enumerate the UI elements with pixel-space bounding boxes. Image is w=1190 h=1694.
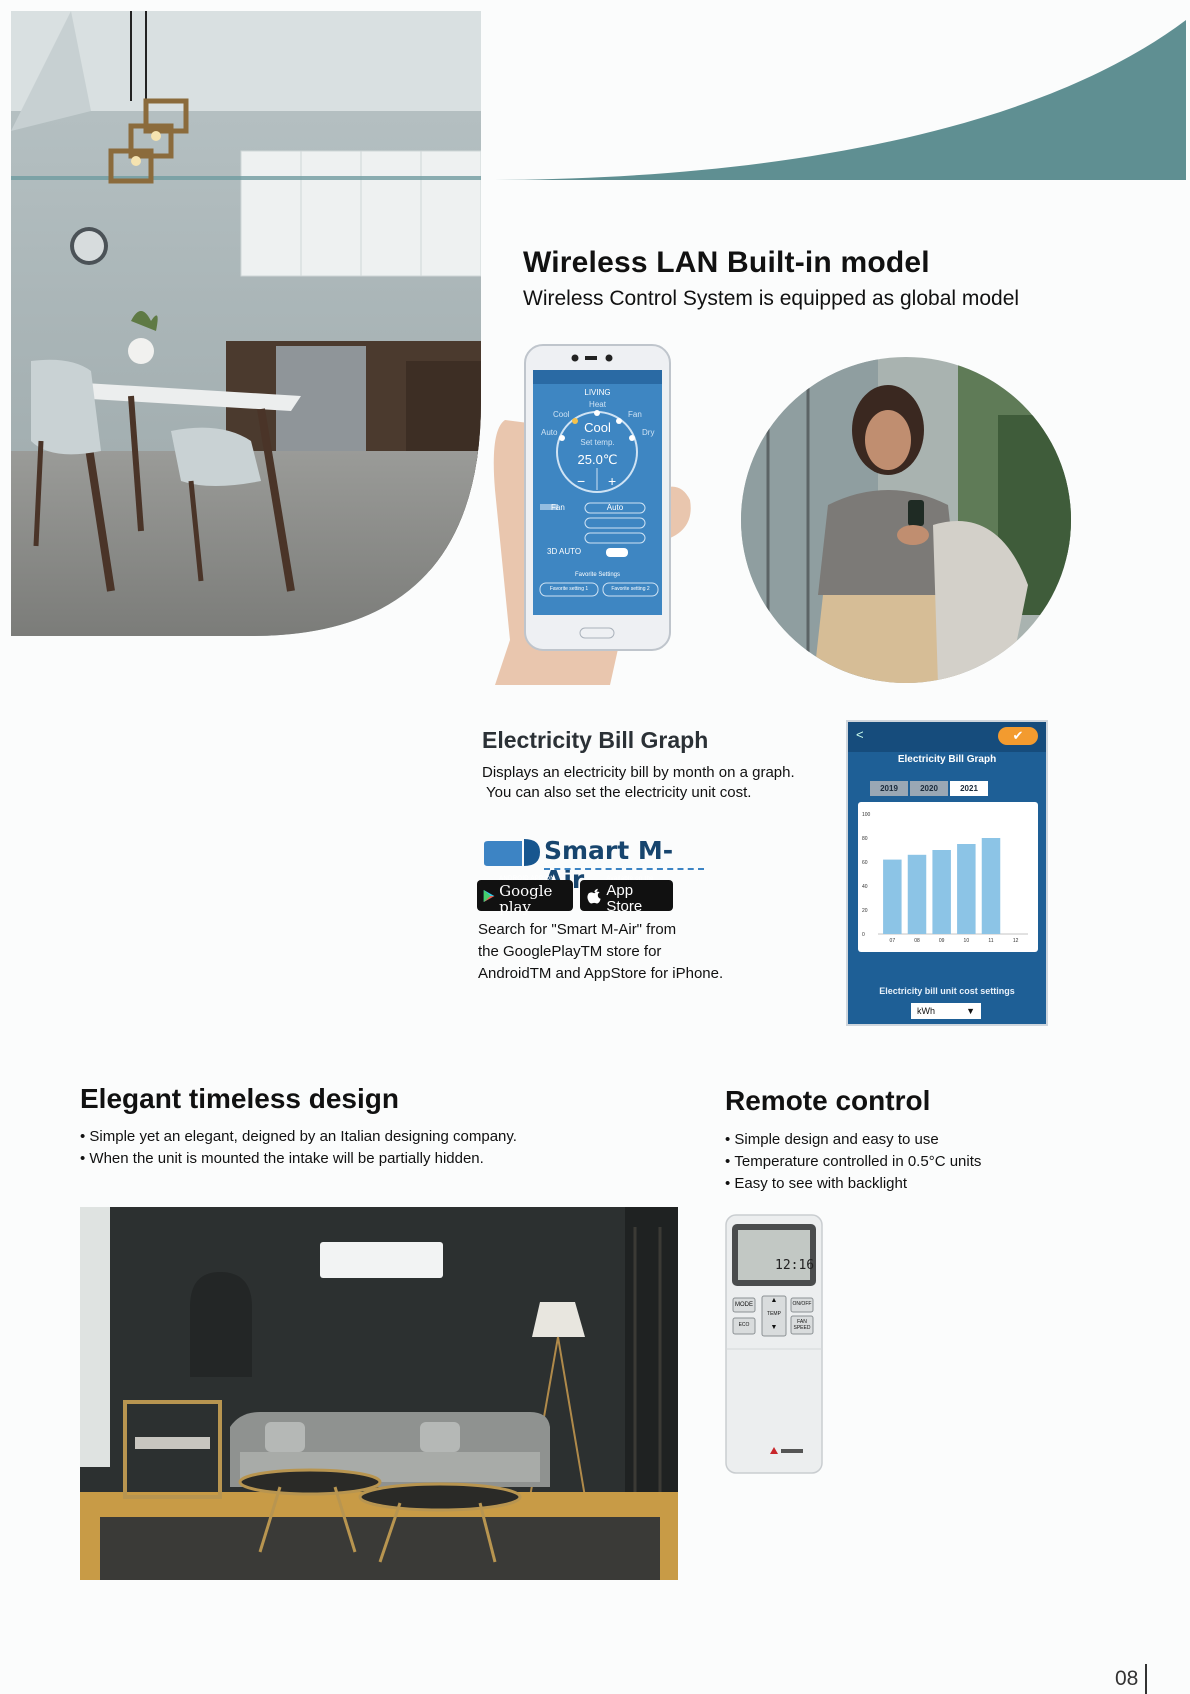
fan-speed-button[interactable]: FAN SPEED xyxy=(793,1319,811,1331)
search-instruction-2: the GooglePlayTM store for xyxy=(478,943,662,960)
bar-11 xyxy=(982,838,1001,934)
y-tick-label: 100 xyxy=(862,812,871,818)
bill-screen-title: Electricity Bill Graph xyxy=(897,754,997,765)
mode-heat[interactable]: Heat xyxy=(589,400,606,409)
design-bullets xyxy=(80,1126,517,1170)
bar-09 xyxy=(932,850,951,934)
dropdown-arrow-icon: ▼ xyxy=(966,1006,975,1016)
x-tick-label: 08 xyxy=(914,938,920,944)
auto-3d-label: 3D AUTO xyxy=(547,547,582,556)
mode-fan[interactable]: Fan xyxy=(628,410,642,419)
favorite-setting-1-button[interactable]: Favorite setting 1 xyxy=(549,586,589,592)
page-subtitle: Wireless Control System is equipped as global model xyxy=(523,287,1020,310)
bill-bar-chart xyxy=(858,802,1038,952)
page-title: Wireless LAN Built-in model xyxy=(523,246,930,279)
y-tick-label: 80 xyxy=(862,836,868,842)
app-store-text: App Store xyxy=(606,882,643,915)
design-title: Elegant timeless design xyxy=(80,1083,399,1114)
google-play-text: Google play xyxy=(499,882,553,916)
year-tab-2019[interactable]: 2019 xyxy=(870,781,908,796)
page-number-bar xyxy=(1145,1664,1147,1694)
x-tick-label: 12 xyxy=(1012,938,1019,944)
y-tick-label: 60 xyxy=(862,860,868,866)
bill-graph-desc-1: Displays an electricity bill by month on a graph. xyxy=(482,764,795,781)
favorite-settings-label: Favorite Settings xyxy=(574,572,621,578)
bill-graph-desc-2: You can also set the electricity unit cost. xyxy=(486,784,752,801)
y-tick-label: 40 xyxy=(862,884,868,890)
remote-control-image xyxy=(725,1214,823,1474)
google-play-small: ANDROID APP ON xyxy=(499,876,555,882)
remote-bullet-3: • Easy to see with backlight xyxy=(725,1173,981,1195)
unit-cost-select[interactable] xyxy=(911,1003,981,1019)
y-tick-label: 0 xyxy=(862,932,865,938)
woman-using-phone-photo xyxy=(738,355,1074,685)
x-tick-label: 10 xyxy=(963,938,970,944)
bar-10 xyxy=(957,844,976,934)
eco-button[interactable]: ECO xyxy=(738,1322,750,1328)
temp-down-icon[interactable]: ▼ xyxy=(770,1324,778,1331)
remote-title: Remote control xyxy=(725,1085,931,1116)
google-play-badge[interactable] xyxy=(477,876,573,916)
room-label: LIVING xyxy=(584,388,611,397)
unit-cost-label: Electricity bill unit cost settings xyxy=(879,986,1015,996)
temp-up-icon[interactable]: ▲ xyxy=(770,1297,778,1304)
back-icon[interactable]: < xyxy=(856,727,864,742)
design-bullet-2: • When the unit is mounted the intake will be partially hidden. xyxy=(80,1148,517,1170)
bill-graph-title: Electricity Bill Graph xyxy=(482,727,709,753)
temp-minus-button[interactable]: − xyxy=(577,473,586,489)
air-conditioner-unit xyxy=(320,1242,443,1278)
x-tick-label: 11 xyxy=(988,938,994,944)
set-temp-value: 25.0℃ xyxy=(577,452,618,467)
mode-button[interactable]: MODE xyxy=(735,1302,753,1308)
kitchen-dining-photo xyxy=(11,11,481,636)
search-instruction-3: AndroidTM and AppStore for iPhone. xyxy=(478,965,724,982)
app-name: Smart M- ir xyxy=(544,836,674,894)
design-bullet-1: • Simple yet an elegant, deigned by an Italian designing company. xyxy=(80,1126,517,1148)
bill-graph-screen xyxy=(846,720,1048,1026)
fan-value[interactable]: Auto xyxy=(606,503,624,512)
remote-bullets xyxy=(725,1129,981,1195)
mode-auto[interactable]: Auto xyxy=(541,428,558,437)
current-mode: Cool xyxy=(584,420,611,435)
app-store-small: Available on the xyxy=(606,876,654,882)
remote-bullet-2: • Temperature controlled in 0.5°C units xyxy=(725,1151,981,1173)
set-temp-label: Set temp. xyxy=(580,438,615,447)
x-tick-label: 09 xyxy=(938,938,945,944)
living-room-photo xyxy=(80,1207,678,1580)
wave-shape xyxy=(480,20,1186,180)
on-off-button[interactable]: ON/OFF xyxy=(792,1301,812,1307)
mode-cool[interactable]: Cool xyxy=(553,410,570,419)
y-tick-label: 20 xyxy=(862,908,868,914)
page-number: 08 xyxy=(1115,1667,1139,1690)
x-tick-label: 07 xyxy=(889,938,896,944)
temp-plus-button[interactable]: + xyxy=(608,473,617,489)
google-play-icon xyxy=(483,887,495,905)
apple-icon xyxy=(586,886,602,906)
logo-underline xyxy=(544,868,704,870)
bar-08 xyxy=(908,855,927,934)
remote-bullet-1: • Simple design and easy to use xyxy=(725,1129,981,1151)
remote-body xyxy=(725,1214,823,1474)
smart-m-air-logo-icon xyxy=(480,838,542,868)
confirm-check-icon[interactable]: ✔ xyxy=(998,727,1038,745)
app-store-badge[interactable] xyxy=(580,876,673,915)
search-instruction-1: Search for "Smart M-Air" from xyxy=(478,921,677,938)
mode-dry[interactable]: Dry xyxy=(642,428,655,437)
year-tab-2020[interactable]: 2020 xyxy=(910,781,948,796)
fan-label: Fan xyxy=(551,503,565,512)
unit-value: kWh xyxy=(917,1006,935,1016)
year-tab-2021[interactable]: 2021 xyxy=(950,781,988,796)
phone-screen xyxy=(533,370,662,615)
favorite-setting-2-button[interactable]: Favorite setting 2 xyxy=(611,586,650,592)
decorative-wave-banner xyxy=(480,20,1186,195)
bar-07 xyxy=(883,860,902,934)
remote-display-time: 12:16 xyxy=(775,1258,815,1273)
temp-label: TEMP xyxy=(767,1311,781,1317)
